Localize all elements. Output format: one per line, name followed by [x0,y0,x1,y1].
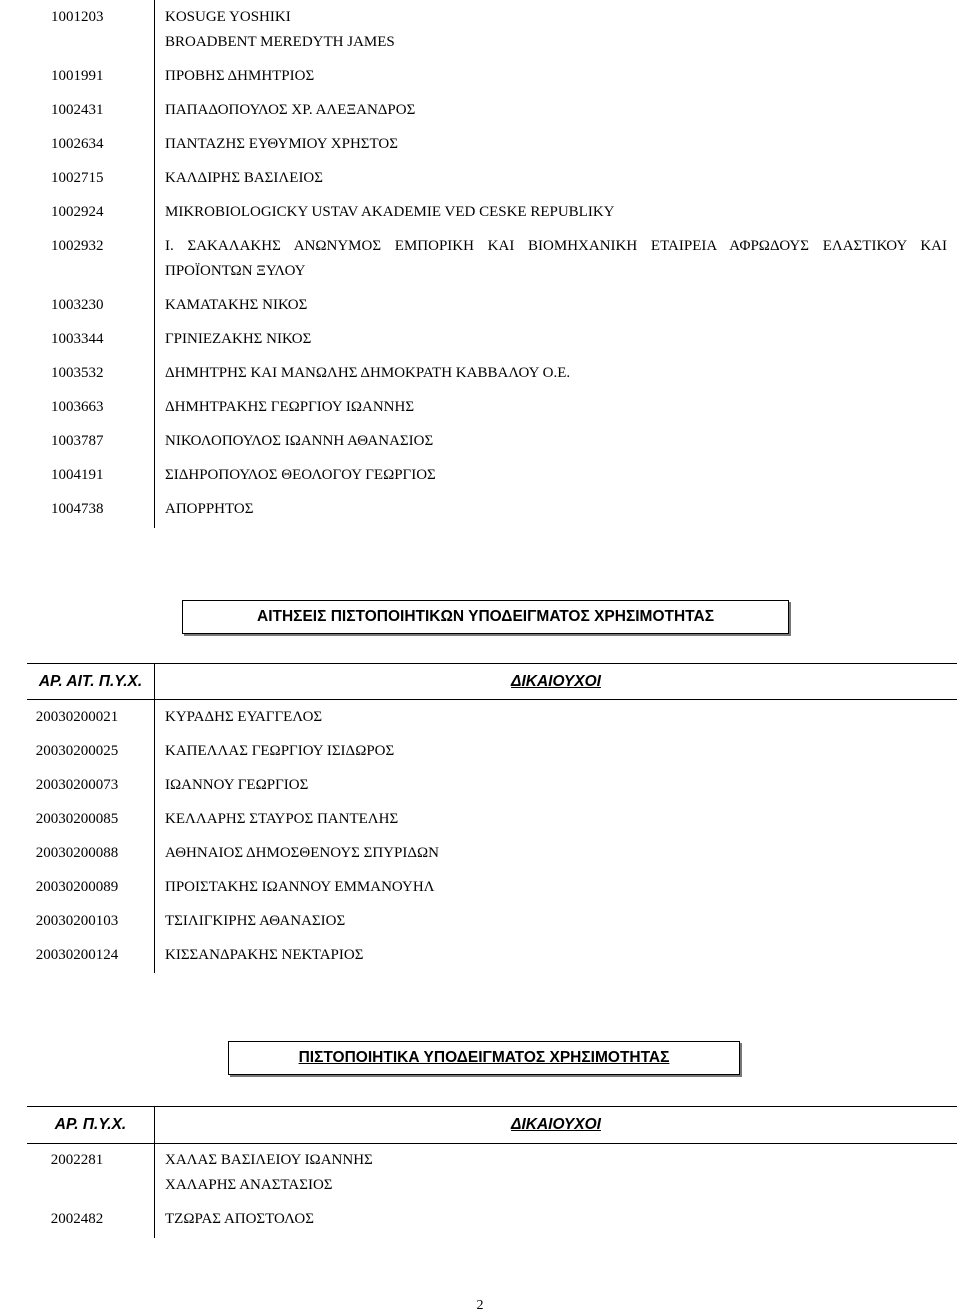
owner-name: ΚΑΛΔΙΡΗΣ ΒΑΣΙΛΕΙΟΣ [165,170,323,186]
owner-name: ΠΡΟΒΗΣ ΔΗΜΗΤΡΙΟΣ [165,68,315,84]
owner-names [165,293,947,318]
owner-code: 1004191 [51,467,104,483]
owner-name: ΠΑΝΤΑΖΗΣ ΕΥΘΥΜΙΟΥ ΧΡΗΣΤΟΣ [165,136,398,152]
column-header-holders: ΔΙΚΑΙΟΥΧΟΙ [511,673,601,690]
header-rule [27,1143,957,1144]
holder-name: ΚΙΣΣΑΝΔΡΑΚΗΣ ΝΕΚΤΑΡΙΟΣ [165,947,364,963]
owner-names [165,166,947,191]
column-divider [154,0,155,528]
owner-name: KOSUGE YOSHIKI [165,9,291,25]
owner-code: 1002431 [51,102,104,118]
owner-code: 1002924 [51,204,104,220]
owner-name: BROADBENT MEREDYTH JAMES [165,34,395,50]
holder-name: ΙΩΑΝΝΟΥ ΓΕΩΡΓΙΟΣ [165,777,309,793]
applications-section-title: ΑΙΤΗΣΕΙΣ ΠΙΣΤΟΠΟΙΗΤΙΚΩΝ ΥΠΟΔΕΙΓΜΑΤΟΣ ΧΡΗΣΙΜΟΤΗΤΑΣ [182,600,789,634]
holder-name: ΤΣΙΛΙΓΚΙΡΗΣ ΑΘΑΝΑΣΙΟΣ [165,913,346,929]
owner-name: ΔΗΜΗΤΡΑΚΗΣ ΓΕΩΡΓΙΟΥ ΙΩΑΝΝΗΣ [165,399,415,415]
owner-names [165,132,947,157]
page-number: 2 [476,1298,484,1313]
owner-code: 1003787 [51,433,104,449]
holder-names [165,1148,373,1198]
application-number: 20030200073 [35,777,119,793]
owner-names [165,64,947,89]
application-number: 20030200089 [35,879,119,895]
owner-names [165,361,947,386]
owner-code: 1001991 [51,68,104,84]
application-number: 20030200088 [35,845,119,861]
holder-name: ΚΕΛΛΑΡΗΣ ΣΤΑΥΡΟΣ ΠΑΝΤΕΛΗΣ [165,811,399,827]
holder-name: ΤΖΩΡΑΣ ΑΠΟΣΤΟΛΟΣ [165,1211,314,1227]
owner-names [165,327,947,352]
application-number: 20030200021 [35,709,119,725]
holder-name: ΚΑΠΕΛΛΑΣ ΓΕΩΡΓΙΟΥ ΙΣΙΔΩΡΟΣ [165,743,395,759]
owner-name: Ι. ΣΑΚΑΛΑΚΗΣ ΑΝΩΝΥΜΟΣ ΕΜΠΟΡΙΚΗ ΚΑΙ ΒΙΟΜΗΧΑΝΙΚΗ ΕΤΑΙΡΕΙΑ ΑΦΡΩΔΟΥΣ ΕΛΑΣΤΙΚΟΥ ΚΑΙ [165,238,947,254]
holder-name: ΚΥΡΑΔΗΣ ΕΥΑΓΓΕΛΟΣ [165,709,323,725]
owner-name: ΣΙΔΗΡΟΠΟΥΛΟΣ ΘΕΟΛΟΓΟΥ ΓΕΩΡΓΙΟΣ [165,467,436,483]
holder-name: ΠΡΟΙΣΤΑΚΗΣ ΙΩΑΝΝΟΥ ΕΜΜΑΝΟΥΗΛ [165,879,435,895]
certificates-section-title: ΠΙΣΤΟΠΟΙΗΤΙΚΑ ΥΠΟΔΕΙΓΜΑΤΟΣ ΧΡΗΣΙΜΟΤΗΤΑΣ [228,1041,740,1075]
owner-names [165,5,947,55]
owner-name: ΠΡΟΪΟΝΤΩΝ ΞΥΛΟΥ [165,263,306,279]
owner-names [165,429,947,454]
owner-code: 1003230 [51,297,104,313]
holder-name: ΧΑΛΑΣ ΒΑΣΙΛΕΙΟΥ ΙΩΑΝΝΗΣ [165,1152,373,1168]
holder-name: ΧΑΛΑΡΗΣ ΑΝΑΣΤΑΣΙΟΣ [165,1177,333,1193]
application-number: 20030200025 [35,743,119,759]
owner-code: 1004738 [51,501,104,517]
owner-name: ΓΡΙΝΙΕΖΑΚΗΣ ΝΙΚΟΣ [165,331,312,347]
owner-names [165,234,947,284]
owner-names [165,98,947,123]
owner-code: 1002932 [51,238,104,254]
certificate-number: 2002281 [50,1152,104,1168]
column-header-number: ΑΡ. Π.Υ.Χ. [54,1116,127,1133]
owner-names [165,200,947,225]
table-top-rule [27,1106,957,1107]
owner-code: 1002634 [51,136,104,152]
table-top-rule [27,663,957,664]
owner-name: MIKROBIOLOGICKY USTAV AKADEMIE VED CESKE REPUBLIKY [165,204,615,220]
holder-name: ΑΘΗΝΑΙΟΣ ΔΗΜΟΣΘΕΝΟΥΣ ΣΠΥΡΙΔΩΝ [165,845,439,861]
owner-name: ΔΗΜΗΤΡΗΣ ΚΑΙ ΜΑΝΩΛΗΣ ΔΗΜΟΚΡΑΤΗ ΚΑΒΒΑΛΟΥ Ο.Ε. [165,365,571,381]
application-number: 20030200124 [35,947,119,963]
owner-name: ΚΑΜΑΤΑΚΗΣ ΝΙΚΟΣ [165,297,308,313]
certificate-number: 2002482 [50,1211,104,1227]
owner-code: 1003344 [51,331,104,347]
column-divider [154,663,155,973]
application-number: 20030200103 [35,913,119,929]
owner-name: ΝΙΚΟΛΟΠΟΥΛΟΣ ΙΩΑΝΝΗ ΑΘΑΝΑΣΙΟΣ [165,433,434,449]
owner-names [165,395,947,420]
owner-code: 1003532 [51,365,104,381]
application-number: 20030200085 [35,811,119,827]
owner-code: 1003663 [51,399,104,415]
owner-code: 1001203 [51,9,104,25]
header-rule [27,699,957,700]
column-header-holders: ΔΙΚΑΙΟΥΧΟΙ [511,1116,601,1133]
owner-names [165,463,947,488]
owner-name: ΠΑΠΑΔΟΠΟΥΛΟΣ ΧΡ. ΑΛΕΞΑΝΔΡΟΣ [165,102,416,118]
owner-code: 1002715 [51,170,104,186]
owner-names [165,497,947,522]
column-header-number: ΑΡ. ΑΙΤ. Π.Υ.Χ. [38,673,143,690]
owner-name: ΑΠΟΡΡΗΤΟΣ [165,501,254,517]
